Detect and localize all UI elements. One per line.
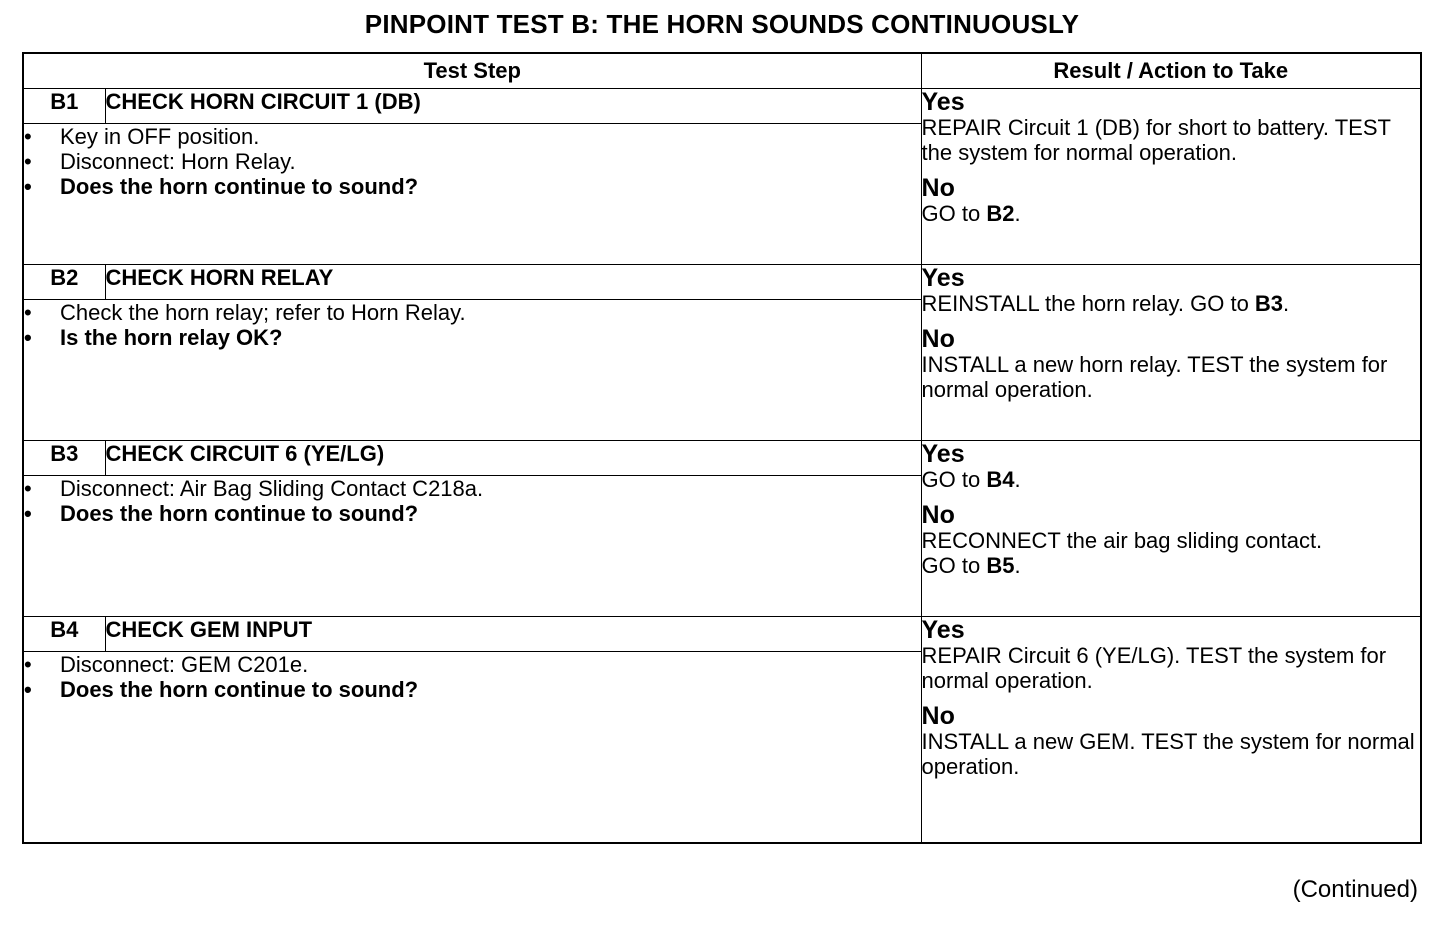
yes-label: Yes <box>921 616 965 644</box>
yes-action: REPAIR Circuit 6 (YE/LG). TEST the system for normal operation. <box>921 643 1387 693</box>
page-title: PINPOINT TEST B: THE HORN SOUNDS CONTINUOUSLY <box>364 9 1080 39</box>
no-action <box>922 201 1421 226</box>
yes-label: Yes <box>921 264 965 292</box>
yes-label: Yes <box>921 440 965 468</box>
yes-action: REPAIR Circuit 1 (DB) for short to battery. TEST the system for normal operation. <box>921 115 1391 165</box>
step-body <box>23 476 921 617</box>
result-cell <box>921 89 1421 265</box>
no-action-text: GO to <box>921 201 987 226</box>
action-item: • Disconnect: GEM C201e. <box>24 652 921 677</box>
result-cell <box>921 441 1421 617</box>
step-name: CHECK GEM INPUT <box>105 617 921 652</box>
action-item: • Disconnect: Air Bag Sliding Contact C218a. <box>24 476 921 501</box>
step-id: B4 <box>23 617 105 652</box>
step-reference-link[interactable]: B2 <box>986 201 1015 226</box>
no-label: No <box>921 501 955 529</box>
step-question: • Is the horn relay OK? <box>24 325 921 350</box>
step-id: B3 <box>23 441 105 476</box>
no-action: RECONNECT the air bag sliding contact. <box>921 528 1323 553</box>
no-action-text: GO to <box>921 553 987 578</box>
step-reference-link[interactable]: B5 <box>986 553 1015 578</box>
no-label: No <box>921 174 955 202</box>
pinpoint-test-table <box>22 52 1422 844</box>
table-header-row <box>23 53 1421 89</box>
no-action-suffix: . <box>1014 201 1021 226</box>
step-row-b2 <box>23 265 1421 300</box>
result-action-header: Result / Action to Take <box>921 53 1421 89</box>
step-id: B1 <box>23 89 105 124</box>
step-name: CHECK HORN RELAY <box>105 265 921 300</box>
yes-label: Yes <box>921 88 965 116</box>
no-action: INSTALL a new GEM. TEST the system for normal operation. <box>921 729 1415 779</box>
yes-action <box>922 291 1421 316</box>
step-question: • Does the horn continue to sound? <box>24 501 921 526</box>
step-body <box>23 652 921 844</box>
no-action-goto <box>922 553 1421 578</box>
action-item: • Key in OFF position. <box>24 124 921 149</box>
step-question: • Does the horn continue to sound? <box>24 677 921 702</box>
step-question: • Does the horn continue to sound? <box>24 174 921 199</box>
no-label: No <box>921 702 955 730</box>
result-cell <box>921 617 1421 844</box>
result-cell <box>921 265 1421 441</box>
no-label: No <box>921 325 955 353</box>
step-name: CHECK CIRCUIT 6 (YE/LG) <box>105 441 921 476</box>
step-body <box>23 300 921 441</box>
step-reference-link[interactable]: B4 <box>986 467 1015 492</box>
yes-action-text: GO to <box>921 467 987 492</box>
step-row-b1 <box>23 89 1421 124</box>
yes-action-suffix: . <box>1014 467 1021 492</box>
no-action-suffix: . <box>1014 553 1021 578</box>
test-step-header: Test Step <box>23 53 921 89</box>
step-row-b3 <box>23 441 1421 476</box>
yes-action-suffix: . <box>1283 291 1290 316</box>
yes-action <box>922 467 1421 492</box>
action-item: • Disconnect: Horn Relay. <box>24 149 921 174</box>
action-item: • Check the horn relay; refer to Horn Relay. <box>24 300 921 325</box>
step-body <box>23 124 921 265</box>
continued-note: (Continued) <box>1292 876 1418 903</box>
step-reference-link[interactable]: B3 <box>1254 291 1284 316</box>
no-action: INSTALL a new horn relay. TEST the system for normal operation. <box>921 352 1388 402</box>
step-name: CHECK HORN CIRCUIT 1 (DB) <box>105 89 921 124</box>
step-row-b4 <box>23 617 1421 652</box>
step-id: B2 <box>23 265 105 300</box>
yes-action-text: REINSTALL the horn relay. GO to <box>921 291 1255 316</box>
